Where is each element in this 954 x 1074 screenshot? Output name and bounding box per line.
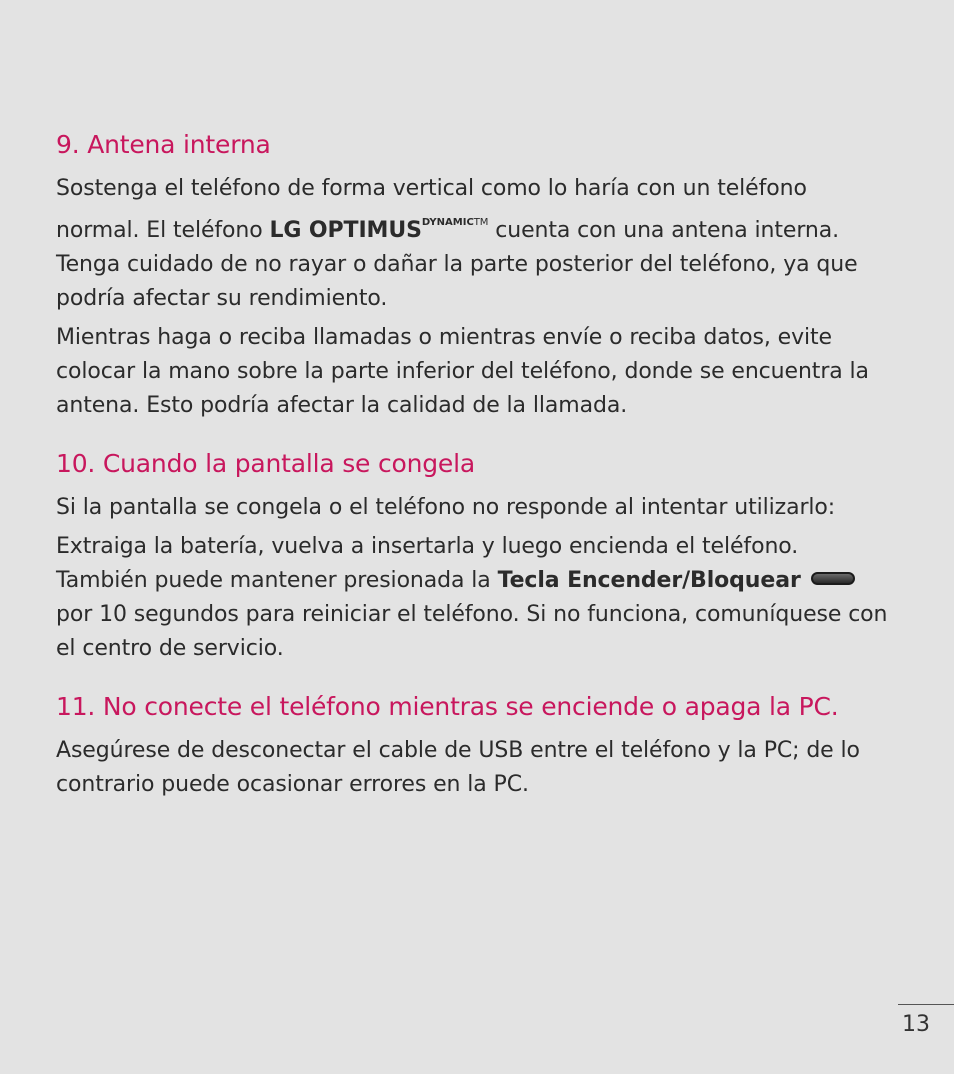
paragraph: Asegúrese de desconectar el cable de USB entre el teléfono y la PC; de lo contrario puede ocasionar errores en la PC.: [56, 738, 860, 797]
brand-name: LG OPTIMUS: [269, 218, 422, 243]
footer-divider: [898, 1004, 954, 1005]
section-no-conecte: [56, 690, 896, 802]
document-page: [56, 128, 896, 826]
brand-superscript: DYNAMIC: [421, 217, 474, 228]
section-title: 9. Antena interna: [56, 130, 271, 159]
key-name: Tecla Encender/Bloquear: [497, 568, 801, 593]
paragraph: Si la pantalla se congela o el teléfono no responde al intentar utilizarlo:: [56, 495, 836, 520]
paragraph: Sostenga el teléfono de forma vertical como lo haría con un teléfono normal. El teléfono LG $OPTIMUS^{DYNAMICTM}$ cuenta con una antena interna. Tenga cuidado de no rayar o dañar la parte posterior del teléfono, ya que podría afectar su rendimiento.: [56, 176, 858, 311]
power-key-icon: [811, 572, 855, 585]
section-pantalla-congela: [56, 447, 896, 666]
trademark: TM: [473, 217, 489, 228]
section-title: 11. No conecte el teléfono mientras se enciende o apaga la PC.: [56, 692, 839, 721]
section-antena-interna: [56, 128, 896, 423]
page-number: 13: [902, 1012, 930, 1037]
paragraph: Mientras haga o reciba llamadas o mientras envíe o reciba datos, evite colocar la mano sobre la parte inferior del teléfono, donde se encuentra la antena. Esto podría afectar la calidad de la llamada.: [56, 325, 869, 418]
section-title: 10. Cuando la pantalla se congela: [56, 449, 475, 478]
paragraph: Extraiga la batería, vuelva a insertarla y luego encienda el teléfono. También puede mantener presionada la Tecla Encender/Bloquear por 10 segundos para reiniciar el teléfono. Si no funciona, comuníquese con el centro de servicio.: [56, 534, 888, 661]
